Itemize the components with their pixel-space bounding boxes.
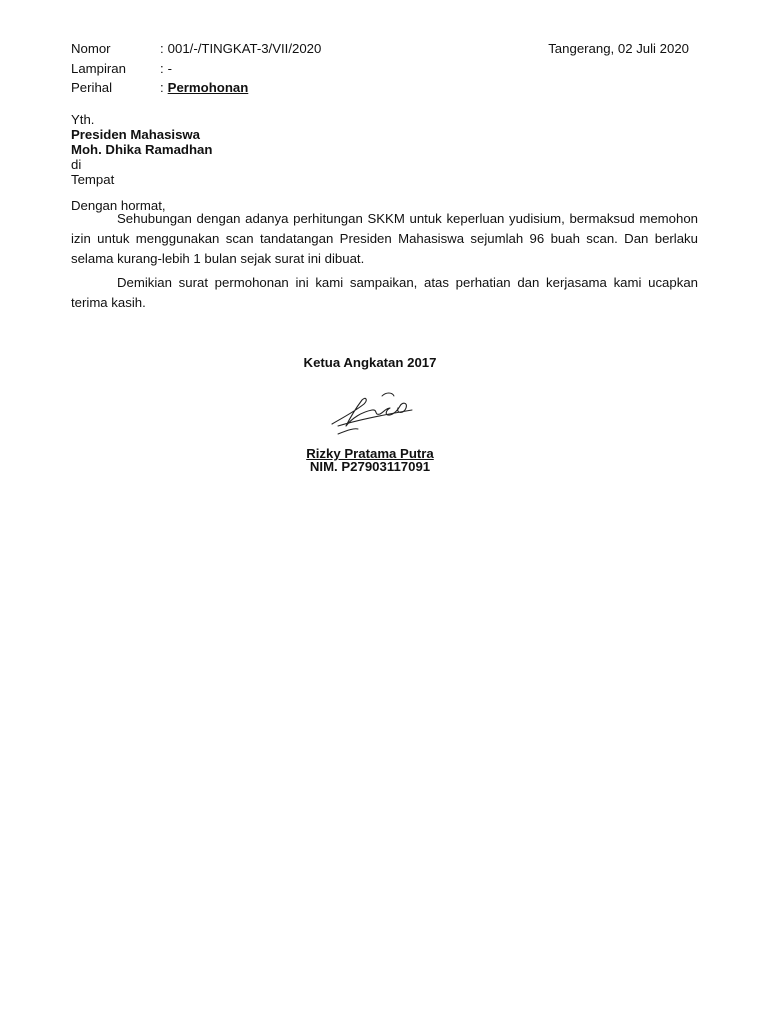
nomor-colon: : [160,41,164,56]
paragraph-1-text: Sehubungan dengan adanya perhitungan SKKM untuk keperluan yudisium, bermaksud memohon izin untuk menggunakan scan tandatangan Presiden Mahasiswa sejumlah 96 buah scan. Dan berlaku selama kurang-lebih 1 bulan sejak surat ini dibuat. [71,211,698,266]
lampiran-colon: : [160,61,164,76]
perihal-label: Perihal [71,80,113,95]
handwritten-signature [328,388,418,440]
greeting: Dengan hormat, [71,198,166,213]
signatory-nim: NIM. P27903117091 [309,459,431,474]
perihal-colon: : [160,80,164,95]
recipient-di: di [71,157,82,172]
recipient-name: Moh. Dhika Ramadhan [71,142,213,157]
recipient-position: Presiden Mahasiswa [71,127,201,142]
perihal-value: Permohonan [167,80,249,95]
perihal-value-wrap [160,80,248,96]
lampiran-value-wrap [160,61,172,77]
nomor-label: Nomor [71,41,111,56]
nomor-value: 001/-/TINGKAT-3/VII/2020 [167,41,322,56]
lampiran-value: - [167,61,173,76]
recipient-salutation: Yth. [71,112,95,127]
recipient-place: Tempat [71,172,115,187]
lampiran-label: Lampiran [71,61,126,76]
nomor-value-wrap [160,41,321,57]
paragraph-2 [71,273,698,313]
place-date: Tangerang, 02 Juli 2020 [548,41,689,56]
signatory-title: Ketua Angkatan 2017 [303,355,437,370]
paragraph-1 [71,209,698,269]
signatory-name: Rizky Pratama Putra [306,446,434,461]
paragraph-2-text: Demikian surat permohonan ini kami sampaikan, atas perhatian dan kerjasama kami ucapkan terima kasih. [71,275,698,310]
